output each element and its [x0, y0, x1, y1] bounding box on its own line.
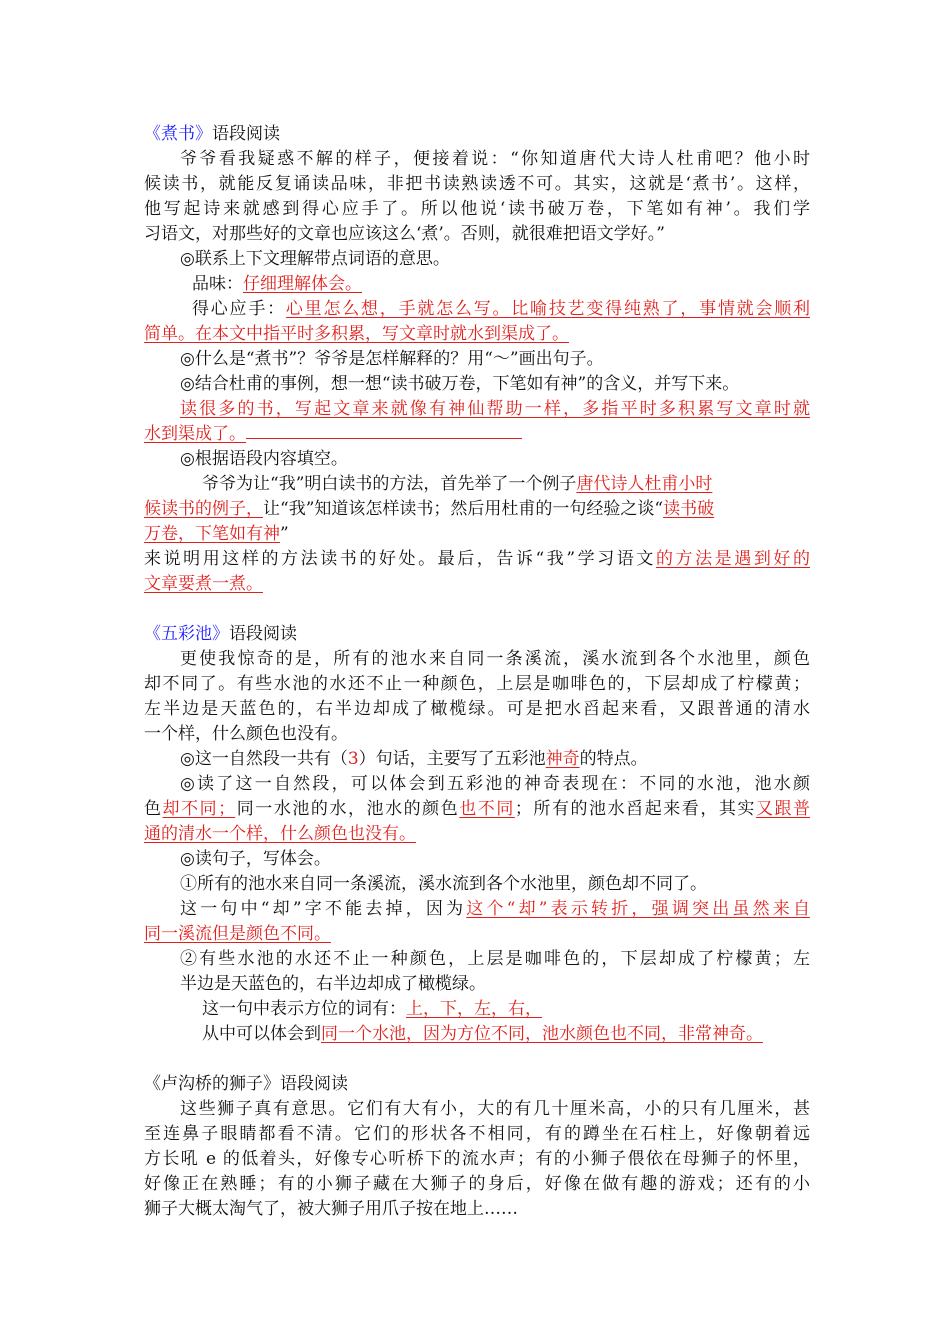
answer: 又跟普	[755, 799, 811, 819]
fill-line	[144, 572, 810, 597]
word-item: 得心应手：心里怎么想，手就怎么写。比喻技艺变得纯熟了，事情就会顺利	[192, 299, 810, 319]
answer: 3	[347, 749, 359, 769]
answer-line	[144, 822, 810, 847]
section-zhushu	[144, 122, 810, 597]
question: ◎读了这一自然段，可以体会到五彩池的神奇表现在：不同的水池，池水颜	[180, 774, 810, 794]
passage-line: 这些狮子真有意思。它们有大有小，大的有几十厘米高，小的只有几厘米，甚	[180, 1099, 810, 1119]
answer: 神奇	[545, 749, 580, 769]
answer: 通的清水一个样，什么颜色也没有。	[144, 824, 416, 844]
section-lugouqiao	[144, 1072, 810, 1222]
answer: 简单。在本文中指平时多积累，写文章时就水到渠成了。	[144, 324, 569, 344]
question: 从中可以体会到同一个水池，因为方位不同，池水颜色也不同，非常神奇。	[202, 1024, 763, 1044]
answer-line	[144, 397, 810, 422]
question: ◎读句子，写体会。	[180, 849, 331, 869]
question: 色却不同；同一水池的水，池水的颜色也不同；所有的池水舀起来看，其实又跟普	[144, 799, 811, 819]
answer: 同一个水池，因为方位不同，池水颜色也不同，非常神奇。	[321, 1024, 763, 1044]
word-item: 品味：仔细理解体会。	[192, 274, 362, 294]
passage-line: 狮子大概太淘气了，被大狮子用爪子按在地上……	[144, 1199, 518, 1219]
answer: 候读书的例子，	[144, 499, 263, 519]
answer: 这个“却”表示转折，强调突出虽然来自	[466, 899, 810, 919]
passage-line: 好像正在熟睡；有的小狮子藏在大狮子的身后，好像在做有趣的游戏；还有的小	[144, 1174, 810, 1194]
sentence: ②有些水池的水还不止一种颜色，上层是咖啡色的，下层却成了柠檬黄；左	[180, 949, 810, 969]
fill-line: 来说明用这样的方法读书的好处。最后，告诉“我”学习语文的方法是遇到好的	[144, 549, 810, 569]
passage-line: 一个样，什么颜色也没有。	[144, 724, 348, 744]
section-title: 《煮书》语段阅读	[144, 124, 280, 144]
question: ◎这一自然段一共有（3）句话，主要写了五彩池神奇的特点。	[180, 749, 648, 769]
spacer	[144, 597, 810, 622]
title-book: 《煮书》	[144, 124, 212, 144]
question: 这一句中表示方位的词有：上，下，左，右，	[202, 999, 542, 1019]
passage-line: 左半边是天蓝色的，右半边却成了橄榄绿。可是把水舀起来看，又跟普通的清水	[144, 699, 810, 719]
answer: 仔细理解体会。	[243, 274, 362, 294]
answer: 万卷，下笔如有神	[144, 524, 280, 544]
spacer	[144, 1047, 810, 1072]
sentence: ①所有的池水来自同一条溪流，溪水流到各个水池里，颜色却不同了。	[180, 874, 707, 894]
answer-line	[144, 322, 810, 347]
answer: 读很多的书，写起文章来就像有神仙帮助一样，多指平时多积累写文章时就	[180, 399, 810, 419]
answer-line	[144, 422, 810, 447]
passage-line: 却不同了。有些水池的水还不止一种颜色，上层是咖啡色的，下层却成了柠檬黄；	[144, 674, 810, 694]
passage-line: 习语文，对那些好的文章也应该这么‘煮’。否则，就很难把语文学好。”	[144, 224, 665, 244]
section-title: 《卢沟桥的狮子》语段阅读	[144, 1074, 348, 1094]
fill-line: 候读书的例子，让“我”知道该怎样读书；然后用杜甫的一句经验之谈“读书破	[144, 499, 715, 519]
section-wucaichi	[144, 622, 810, 1047]
question: ◎什么是“煮书”？爷爷是怎样解释的？用“～”画出句子。	[180, 349, 604, 369]
fill-line: 爷爷为让“我”明白读书的方法，首先举了一个例子唐代诗人杜甫小时	[202, 474, 713, 494]
document-page	[144, 122, 810, 1222]
question: ◎联系上下文理解带点词语的意思。	[180, 249, 450, 269]
passage-line: 更使我惊奇的是，所有的池水来自同一条溪流，溪水流到各个水池里，颜色	[180, 649, 810, 669]
question: 这一句中“却”字不能去掉，因为这个“却”表示转折，强调突出虽然来自	[180, 899, 810, 919]
fill-line: 万卷，下笔如有神”	[144, 524, 289, 544]
passage-line: 爷爷看我疑惑不解的样子，便接着说：“你知道唐代大诗人杜甫吧？他小时	[180, 149, 810, 169]
answer: 读书破	[663, 499, 715, 519]
answer: 文章要煮一煮。	[144, 574, 263, 594]
answer: 上，下，左，右，	[406, 999, 542, 1019]
passage-line: 方长吼 e 的低着头，好像专心听桥下的流水声；有的小狮子偎依在母狮子的怀里，	[144, 1149, 810, 1169]
passage-line: 候读书，就能反复诵读品味，非把书读熟读透不可。其实，这就是‘煮书’。这样，	[144, 174, 810, 194]
answer: 的方法是遇到好的	[655, 549, 810, 569]
answer: 唐代诗人杜甫小时	[576, 474, 713, 494]
sentence: 半边是天蓝色的，右半边却成了橄榄绿。	[180, 974, 486, 994]
question: ◎结合杜甫的事例，想一想“读书破万卷，下笔如有神”的含义，并写下来。	[180, 374, 740, 394]
answer-line	[144, 922, 810, 947]
passage-line: 至连鼻子眼睛都看不清。它们的形状各不相同，有的蹲坐在石柱上，好像朝着远	[144, 1124, 810, 1144]
answer: 水到渠成了。	[144, 424, 246, 444]
answer: 心里怎么想，手就怎么写。比喻技艺变得纯熟了，事情就会顺利	[285, 299, 810, 319]
blank-line	[246, 422, 522, 439]
section-title: 《五彩池》语段阅读	[144, 624, 297, 644]
passage-line: 他写起诗来就感到得心应手了。所以他说‘读书破万卷，下笔如有神’。我们学	[144, 199, 810, 219]
answer: 同一溪流但是颜色不同。	[144, 924, 331, 944]
question: ◎根据语段内容填空。	[180, 449, 348, 469]
answer: 也不同	[459, 799, 515, 819]
title-book: 《五彩池》	[144, 624, 229, 644]
answer: 却不同；	[162, 799, 236, 819]
